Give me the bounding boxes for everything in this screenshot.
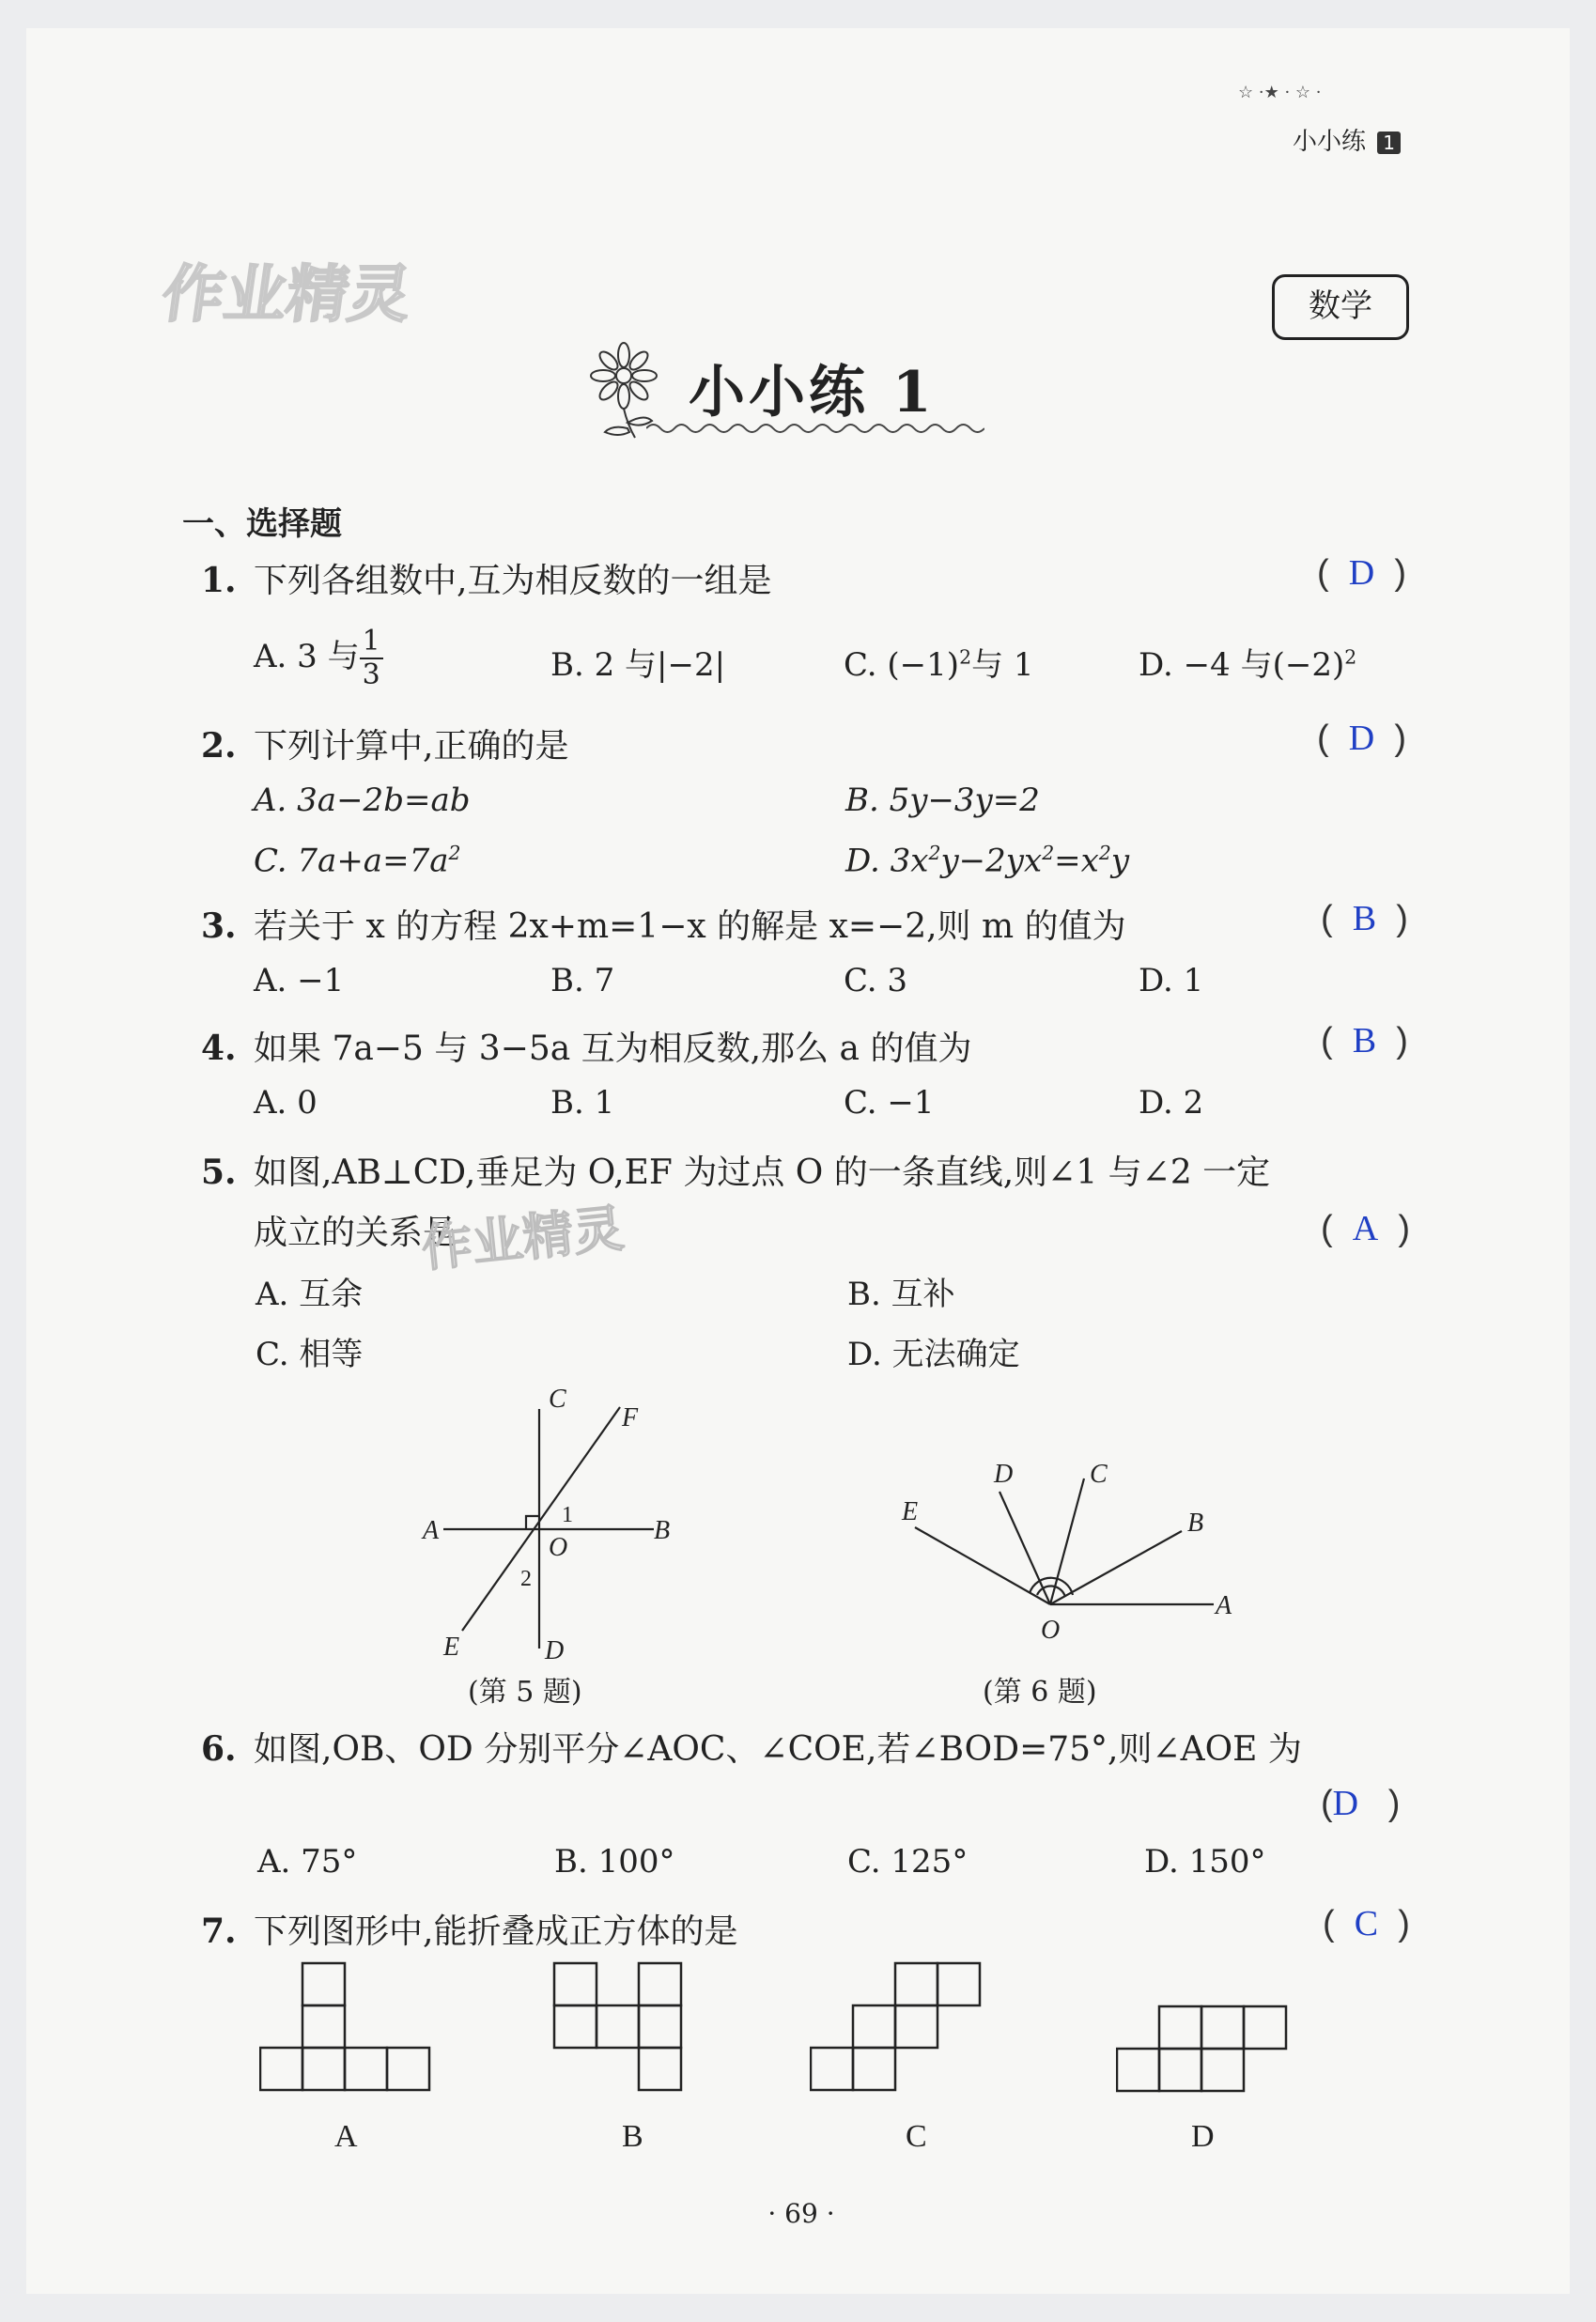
option-b: B. 1	[550, 1084, 615, 1122]
label-a: A	[423, 1516, 440, 1545]
label-c: C	[549, 1385, 566, 1414]
figure-6-diagram	[881, 1428, 1238, 1663]
answer-7: ( C )	[1323, 1904, 1410, 1943]
label-d: D	[545, 1636, 565, 1663]
option-d-part: y−2yx	[940, 842, 1043, 880]
cube-net-b-label: B	[622, 2119, 643, 2154]
question-6	[201, 1723, 1302, 1771]
option-d: D. 150°	[1144, 1843, 1266, 1881]
option-d: D. 2	[1139, 1084, 1204, 1122]
cube-net-d	[1116, 2005, 1294, 2094]
header-tag-number: 1	[1377, 132, 1401, 154]
option-c: C. 相等	[256, 1336, 364, 1373]
option-c-tail: 与 1	[971, 646, 1034, 684]
answer-1: ( D )	[1317, 553, 1407, 593]
question-4	[201, 1022, 971, 1070]
option-b: B. 100°	[554, 1843, 675, 1881]
answer-value: D	[1348, 719, 1375, 758]
exponent: 2	[959, 645, 972, 669]
label-angle-1: 1	[562, 1503, 573, 1527]
page-number: · 69 ·	[767, 2198, 835, 2229]
answer-value: D	[1348, 553, 1375, 593]
exponent: 2	[1098, 842, 1111, 864]
answer-4: ( B )	[1321, 1021, 1408, 1060]
watermark: 作业精灵	[418, 1198, 628, 1279]
option-d-part: =x	[1054, 842, 1099, 880]
option-d	[845, 842, 1129, 879]
question-number: 3.	[201, 906, 237, 946]
cube-net-b	[552, 1961, 693, 2093]
label-f: F	[622, 1403, 639, 1432]
option-c-text: C. 7a+a=7a	[254, 842, 449, 880]
fraction-denominator: 3	[362, 658, 380, 691]
question-stem: 如果 7a−5 与 3−5a 互为相反数,那么 a 的值为	[254, 1029, 972, 1068]
subject-badge	[1272, 274, 1409, 340]
subject-badge-text: 数学	[1309, 287, 1372, 325]
question-stem: 下列图形中,能折叠成正方体的是	[254, 1912, 738, 1951]
label-b: B	[1187, 1509, 1204, 1538]
option-b: B. 2 与|−2|	[550, 646, 726, 684]
exponent: 2	[448, 842, 461, 864]
fraction	[360, 626, 383, 691]
option-d: D. 1	[1139, 962, 1204, 999]
option-c-text: C. (−1)	[844, 646, 960, 684]
label-o: O	[549, 1533, 568, 1562]
stars-decoration: ☆ ·★ · ☆ ·	[1238, 83, 1322, 102]
answer-3: ( B )	[1321, 899, 1408, 938]
question-number: 6.	[201, 1729, 237, 1769]
cube-net-a-label: A	[334, 2119, 358, 2154]
option-c	[844, 639, 1034, 685]
label-angle-2: 2	[520, 1567, 532, 1591]
title-wave-underline	[646, 421, 984, 436]
question-7	[201, 1905, 737, 1953]
answer-value: B	[1352, 1021, 1377, 1060]
question-5	[201, 1146, 1270, 1194]
exponent: 2	[928, 842, 941, 864]
figure-6-caption: (第 6 题)	[983, 1676, 1097, 1709]
question-number: 5.	[201, 1153, 237, 1192]
header-tag	[1293, 122, 1401, 157]
question-1	[201, 554, 771, 602]
section-heading: 一、选择题	[182, 505, 342, 543]
answer-5: ( A )	[1321, 1209, 1411, 1248]
question-number: 7.	[201, 1912, 237, 1951]
question-number: 4.	[201, 1029, 237, 1068]
answer-6: (D )	[1321, 1784, 1401, 1823]
question-stem: 下列计算中,正确的是	[254, 727, 569, 766]
question-stem: 下列各组数中,互为相反数的一组是	[254, 562, 772, 600]
option-a: A. 75°	[257, 1843, 358, 1881]
question-stem: 如图,AB⊥CD,垂足为 O,EF 为过点 O 的一条直线,则∠1 与∠2 一定	[254, 1153, 1271, 1192]
question-5-line2: 成立的关系是	[254, 1214, 457, 1252]
label-d: D	[994, 1460, 1014, 1489]
exponent: 2	[1344, 645, 1357, 669]
cube-net-d-label: D	[1191, 2119, 1215, 2154]
option-d	[1139, 639, 1356, 685]
label-a: A	[1216, 1591, 1232, 1620]
answer-value: D	[1332, 1784, 1359, 1823]
option-a: A. 3a−2b=ab	[254, 782, 471, 819]
option-a	[254, 626, 383, 691]
label-c: C	[1090, 1460, 1108, 1489]
exponent: 2	[1042, 842, 1055, 864]
option-c: C. 3	[844, 962, 908, 999]
option-a: A. 0	[254, 1084, 318, 1122]
question-3	[201, 900, 1126, 948]
option-a: A. 互余	[256, 1276, 364, 1313]
header-tag-label: 小小练	[1293, 128, 1367, 156]
line-ef	[462, 1407, 620, 1631]
fraction-numerator: 1	[360, 626, 383, 659]
figure-5-caption: (第 5 题)	[468, 1676, 582, 1709]
option-d-part: y	[1110, 842, 1130, 880]
cube-net-a	[259, 1961, 438, 2093]
option-b: B. 互补	[847, 1276, 955, 1313]
watermark: 作业精灵	[157, 258, 416, 331]
label-e: E	[443, 1633, 460, 1662]
option-d-text: D. −4 与(−2)	[1139, 646, 1345, 684]
option-b: B. 5y−3y=2	[845, 782, 1040, 819]
answer-value: B	[1352, 899, 1377, 938]
label-b: B	[654, 1516, 671, 1545]
figure-5-diagram	[402, 1381, 703, 1663]
question-2	[201, 720, 568, 767]
option-a: A. −1	[254, 962, 345, 999]
option-d-part: D. 3x	[845, 842, 929, 880]
angle-arc-inner	[1037, 1586, 1065, 1597]
answer-2: ( D )	[1317, 719, 1407, 758]
page	[26, 28, 1570, 2294]
option-b: B. 7	[550, 962, 615, 999]
question-stem: 如图,OB、OD 分别平分∠AOC、∠COE,若∠BOD=75°,则∠AOE 为	[254, 1730, 1302, 1769]
ray-ob	[1050, 1531, 1182, 1604]
question-number: 2.	[201, 726, 237, 766]
question-stem: 若关于 x 的方程 2x+m=1−x 的解是 x=−2,则 m 的值为	[254, 907, 1126, 946]
page-title: 小小练 1	[689, 360, 936, 426]
cube-net-c	[810, 1961, 988, 2093]
answer-value: C	[1354, 1904, 1379, 1943]
option-c: C. −1	[844, 1084, 935, 1122]
option-c	[254, 842, 460, 879]
option-a-text: A. 3 与	[254, 638, 360, 675]
answer-value: A	[1352, 1209, 1379, 1248]
option-c: C. 125°	[847, 1843, 968, 1881]
label-e: E	[902, 1497, 919, 1526]
option-d: D. 无法确定	[847, 1336, 1020, 1373]
question-number: 1.	[201, 561, 237, 600]
cube-net-c-label: C	[906, 2119, 927, 2154]
label-o: O	[1041, 1616, 1061, 1645]
